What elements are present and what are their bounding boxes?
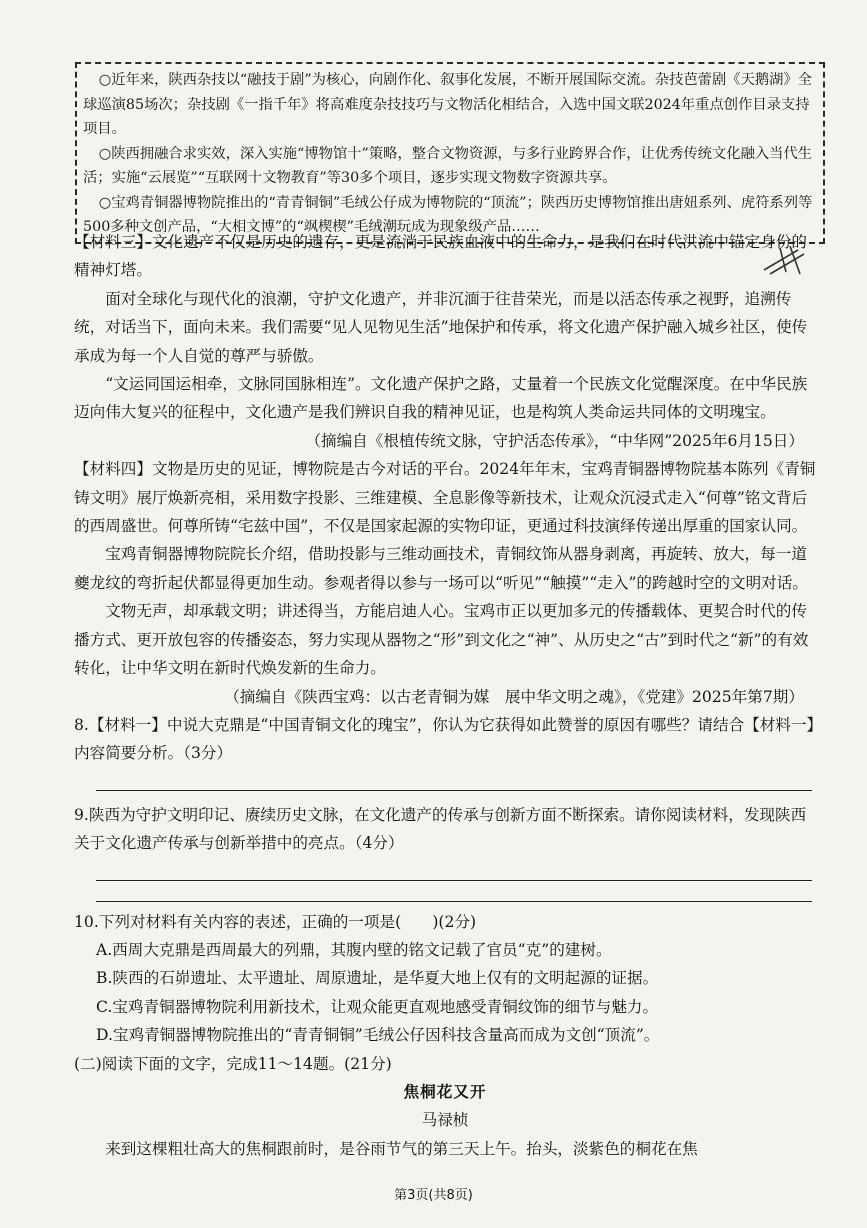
section-2-heading: (二)阅读下面的文字，完成11～14题。(21分) <box>74 1054 392 1073</box>
material-3-paragraph-3: “文运同国运相牵，文脉同国脉相连”。文化遗产保护之路，丈量着一个民族文化觉醒深度。在中华民族迈向伟大复兴的征程中，文化遗产是我们辨识自我的精神见证，也是构筑人类命运共同体的文明瑰宝。 <box>74 375 808 422</box>
main-content <box>74 228 816 1163</box>
info-box-item-2: ○陕西拥融合求实效，深入实施“博物馆十”策略，整合文物资源，与多行业跨界合作，让优秀传统文化融入当代生活；实施“云展览”“互联网十文物教育”等30多个项目，逐步实现文物数字资源共享。 <box>83 145 813 186</box>
info-box-item-1: ○近年来，陕西杂技以“融技于剧”为核心，向剧作化、叙事化发展，不断开展国际交流。杂技芭蕾剧《天鹅湖》全球巡演85场次；杂技剧《一指千年》将高难度杂技技巧与文物活化相结合，入选中国文联2024年重点创作目录支持项目。 <box>83 72 813 137</box>
option-b: B.陕西的石峁遗址、太平遗址、周原遗址，是华夏大地上仅有的文明起源的证据。 <box>96 969 659 988</box>
question-8: 8.【材料一】中说大克鼎是“中国青铜文化的瑰宝”，你认为它获得如此赞誉的原因有哪些？请结合【材料一】内容简要分析。（3分） <box>74 715 815 763</box>
answer-line-9a[interactable] <box>96 880 812 881</box>
story-paragraph-1: 来到这棵粗壮高大的焦桐跟前时，是谷雨节气的第三天上午。抬头，淡紫色的桐花在焦 <box>105 1139 698 1158</box>
option-c: C.宝鸡青铜器博物院利用新技术，让观众能更直观地感受青铜纹饰的细节与魅力。 <box>96 997 659 1016</box>
answer-line-9b[interactable] <box>96 901 812 902</box>
material-3-source: （摘编自《根植传统文脉，守护活态传承》，“中华网”2025年6月15日） <box>305 431 804 450</box>
material-4-source: （摘编自《陕西宝鸡：以古老青铜为媒 展中华文明之魂》，《党建》2025年第7期） <box>224 687 804 706</box>
option-a: A.西周大克鼎是西周最大的列鼎，其腹内壁的铭文记载了官员“克”的建树。 <box>96 940 612 959</box>
page-footer: 第3页(共8页) <box>394 1188 473 1203</box>
story-title: 焦桐花又开 <box>403 1081 487 1101</box>
option-d: D.宝鸡青铜器博物院推出的“青青铜铜”毛绒公仔因科技含量高而成为文创“顶流”。 <box>96 1026 660 1045</box>
material-3-paragraph-1: 【材料三】文化遗产不仅是历史的遗存，更是流淌于民族血液中的生命力，是我们在时代洪流中锚定身份的精神灯塔。 <box>74 233 807 280</box>
material-4-paragraph-1: 【材料四】文物是历史的见证，博物院是古今对话的平台。2024年年末，宝鸡青铜器博物院基本陈列《青铜铸文明》展厅焕新亮相，采用数字投影、三维建模、全息影像等新技术，让观众沉浸式走入“何尊”铭文背后的西周盛世。何尊所铸“宅兹中国”，不仅是国家起源的实物印证，更通过科技演绎传递出厚重的国家认同。 <box>74 460 816 536</box>
info-box-item-3: ○宝鸡青铜器博物院推出的“青青铜铜”毛绒公仔成为博物院的“顶流”；陕西历史博物馆推出唐妞系列、虎符系列等500多种文创产品，“大相文博”的“飒楔楔”毛绒潮玩成为现象级产品…… <box>83 194 813 235</box>
info-box <box>75 62 825 244</box>
story-author: 马禄桢 <box>421 1111 469 1130</box>
material-3-paragraph-2: 面对全球化与现代化的浪潮，守护文化遗产，并非沉湎于往昔荣光，而是以活态传承之视野，追溯传统，对话当下，面向未来。我们需要“见人见物见生活”地保护和传承，将文化遗产保护融入城乡社区，使传承成为每一个人自觉的尊严与骄傲。 <box>74 289 808 365</box>
material-4-paragraph-3: 文物无声，却承载文明；讲述得当，方能启迪人心。宝鸡市正以更加多元的传播载体、更契合时代的传播方式、更开放包容的传播姿态，努力实现从器物之“形”到文化之“神”、从历史之“古”到时代之“新”的有效转化，让中华文明在新时代焕发新的生命力。 <box>74 602 809 678</box>
material-4-paragraph-2: 宝鸡青铜器博物院院长介绍，借助投影与三维动画技术，青铜纹饰从器身剥离，再旋转、放大，每一道夔龙纹的弯折起伏都显得更加生动。参观者得以参与一场可以“听见”“触摸”“走入”的跨越时空的文明对话。 <box>74 545 808 592</box>
question-9: 9.陕西为守护文明印记、赓续历史文脉，在文化遗产的传承与创新方面不断探索。请你阅读材料，发现陕西关于文化遗产传承与创新举措中的亮点。（4分） <box>74 805 807 853</box>
question-10: 10.下列对材料有关内容的表述，正确的一项是( )(2分) <box>74 912 477 931</box>
